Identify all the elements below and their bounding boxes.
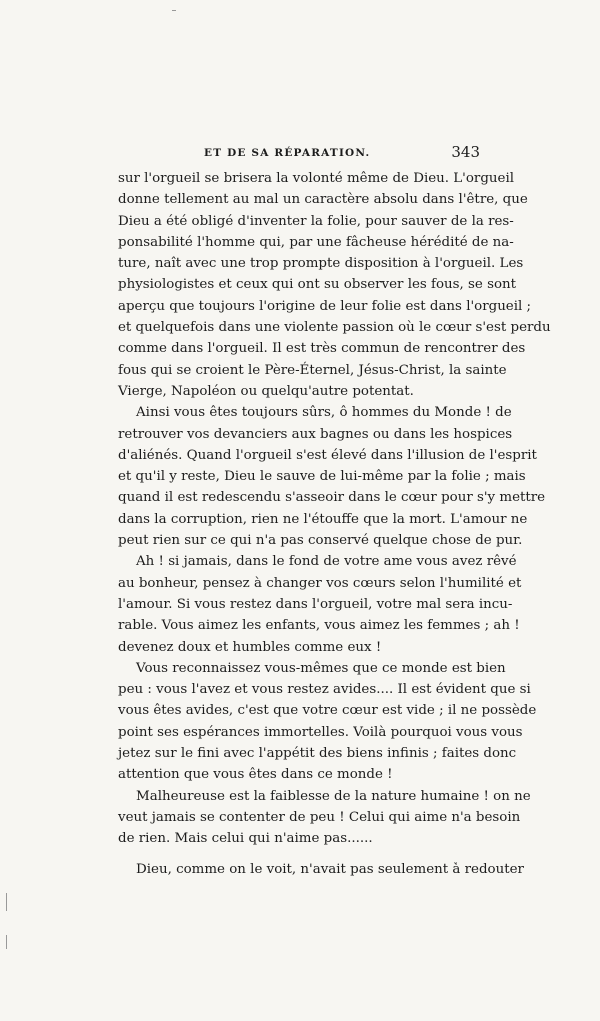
paragraph — [118, 786, 531, 850]
text-line: Dieu a été obligé d'inventer la folie, pour sauver de la res- — [118, 213, 514, 229]
page-number: 343 — [451, 143, 480, 161]
text-line: peut rien sur ce qui n'a pas conservé quelque chose de pur. — [118, 533, 523, 549]
text-line: d'aliénés. Quand l'orgueil s'est élevé dans l'illusion de l'esprit — [118, 447, 537, 463]
text-line: et qu'il y reste, Dieu le sauve de lui-même par la folie ; mais — [118, 469, 526, 485]
ink-speck — [172, 10, 176, 11]
text-line: devenez doux et humbles comme eux ! — [118, 639, 382, 655]
text-line: retrouver vos devanciers aux bagnes ou dans les hospices — [118, 426, 513, 442]
text-line: physiologistes et ceux qui ont su observer les fous, se sont — [118, 277, 517, 293]
text-line: Vous reconnaissez vous-mêmes que ce monde est bien — [136, 660, 506, 676]
ink-speck — [6, 935, 7, 949]
paragraph — [118, 402, 546, 551]
text-line: vous êtes avides, c'est que votre cœur est vide ; il ne possède — [118, 703, 537, 719]
text-line: et quelquefois dans une violente passion où le cœur s'est perdu — [118, 320, 551, 336]
text-line: peu : vous l'avez et vous restez avides.... Il est évident que si — [118, 682, 531, 698]
text-line: fous qui se croient le Père-Éternel, Jésus-Christ, la sainte — [118, 362, 507, 378]
text-line: l'amour. Si vous restez dans l'orgueil, votre mal sera incu- — [118, 596, 513, 612]
page-header — [118, 143, 480, 163]
text-line: ponsabilité l'homme qui, par une fâcheuse hérédité de na- — [118, 234, 514, 250]
text-line: Ainsi vous êtes toujours sûrs, ô hommes du Monde ! de — [136, 405, 512, 421]
paragraph — [118, 658, 537, 786]
text-line: attention que vous êtes dans ce monde ! — [118, 767, 393, 783]
running-head: ET DE SA RÉPARATION. — [204, 147, 371, 159]
text-line: ture, naît avec une trop prompte disposition à l'orgueil. Les — [118, 256, 524, 272]
paragraph — [118, 859, 524, 880]
paragraph — [118, 551, 522, 657]
text-line: Dieu, comme on le voit, n'avait pas seulement à redouter — [136, 861, 524, 877]
text-line: aperçu que toujours l'origine de leur folie est dans l'orgueil ; — [118, 298, 532, 314]
text-line: au bonheur, pensez à changer vos cœurs selon l'humilité et — [118, 575, 522, 591]
paragraph-gap — [118, 850, 480, 859]
text-line: Malheureuse est la faiblesse de la nature humaine ! on ne — [136, 788, 531, 804]
text-line: veut jamais se contenter de peu ! Celui qui aime n'a besoin — [118, 809, 521, 825]
text-line: quand il est redescendu s'asseoir dans le cœur pour s'y mettre — [118, 490, 546, 506]
text-line: Vierge, Napoléon ou quelqu'autre potentat. — [118, 383, 414, 399]
text-line: sur l'orgueil se brisera la volonté même de Dieu. L'orgueil — [118, 171, 515, 186]
text-line: de rien. Mais celui qui n'aime pas...... — [118, 831, 373, 847]
text-line: jetez sur le fini avec l'appétit des biens infinis ; faites donc — [118, 746, 517, 762]
body-text — [118, 168, 551, 880]
text-line: donne tellement au mal un caractère absolu dans l'être, que — [118, 192, 528, 208]
text-line: point ses espérances immortelles. Voilà pourquoi vous vous — [118, 724, 523, 740]
paragraph — [118, 168, 551, 402]
ink-speck — [6, 893, 7, 911]
text-line: Ah ! si jamais, dans le fond de votre ame vous avez rêvé — [136, 554, 517, 570]
text-line: rable. Vous aimez les enfants, vous aimez les femmes ; ah ! — [118, 618, 520, 634]
text-line: dans la corruption, rien ne l'étouffe que la mort. L'amour ne — [118, 511, 528, 527]
text-line: comme dans l'orgueil. Il est très commun de rencontrer des — [118, 341, 526, 357]
